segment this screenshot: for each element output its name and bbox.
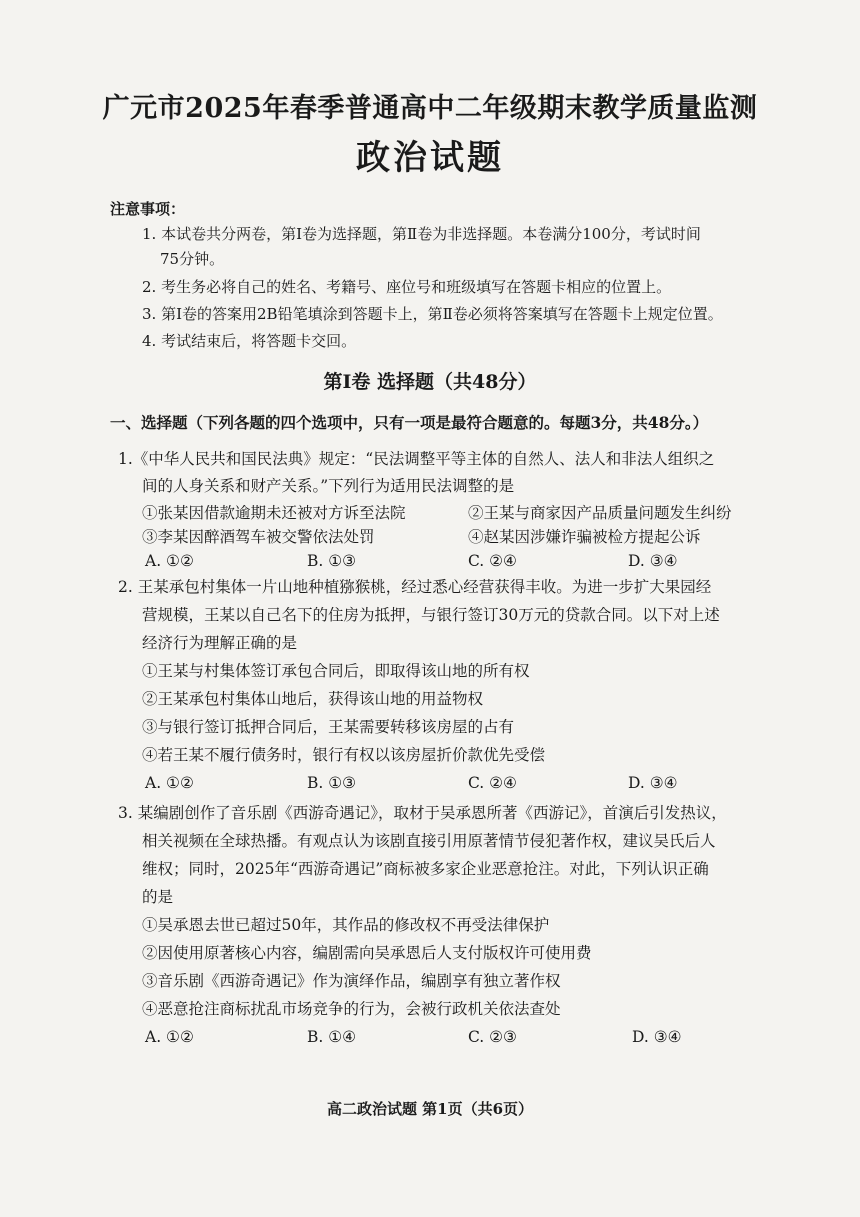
q1-statement-4: ④赵某因涉嫌诈骗被检方提起公诉 xyxy=(468,528,701,546)
notice-item-2: 2. 考生务必将自己的姓名、考籍号、座位号和班级填写在答题卡相应的位置上。 xyxy=(142,278,672,296)
page-footer: 高二政治试题 第1页（共6页） xyxy=(326,1100,534,1118)
q2-statement-4: ④若王某不履行债务时，银行有权以该房屋折价款优先受偿 xyxy=(142,746,546,764)
q2-statement-2: ②王某承包村集体山地后，获得该山地的用益物权 xyxy=(142,690,484,708)
part-heading: 一、选择题（下列各题的四个选项中，只有一项是最符合题意的。每题3分，共48分。） xyxy=(110,413,709,432)
q1-option-c: C. ②④ xyxy=(468,552,517,570)
q1-stem-line-1: 1.《中华人民共和国民法典》规定：“民法调整平等主体的自然人、法人和非法人组织之 xyxy=(118,450,715,468)
notice-heading: 注意事项： xyxy=(110,200,186,218)
q3-stem-line-1: 3. 某编剧创作了音乐剧《西游奇遇记》，取材于吴承恩所著《西游记》，首演后引发热议， xyxy=(118,804,727,822)
q3-stem-line-4: 的是 xyxy=(142,888,174,906)
q2-option-a: A. ①② xyxy=(145,774,194,792)
q2-stem-line-1: 2. 王某承包村集体一片山地种植猕猴桃，经过悉心经营获得丰收。为进一步扩大果园经 xyxy=(118,578,712,596)
q1-option-d: D. ③④ xyxy=(628,552,678,570)
notice-item-3: 3. 第Ⅰ卷的答案用2B铅笔填涂到答题卡上，第Ⅱ卷必须将答案填写在答题卡上规定位置。 xyxy=(142,305,723,323)
q3-statement-2: ②因使用原著核心内容，编剧需向吴承恩后人支付版权许可使用费 xyxy=(142,944,592,962)
q1-statement-3: ③李某因醉酒驾车被交警依法处罚 xyxy=(142,528,375,546)
q2-statement-3: ③与银行签订抵押合同后，王某需要转移该房屋的占有 xyxy=(142,718,515,736)
q3-statement-4: ④恶意抢注商标扰乱市场竞争的行为，会被行政机关依法查处 xyxy=(142,1000,561,1018)
notice-item-1-cont: 75分钟。 xyxy=(160,250,225,268)
q1-statement-2: ②王某与商家因产品质量问题发生纠纷 xyxy=(468,504,732,522)
q1-option-b: B. ①③ xyxy=(307,552,357,570)
q1-statement-1: ①张某因借款逾期未还被对方诉至法院 xyxy=(142,504,406,522)
section-title: 第Ⅰ卷 选择题（共48分） xyxy=(323,371,537,393)
q1-option-a: A. ①② xyxy=(145,552,194,570)
q3-option-c: C. ②③ xyxy=(468,1028,517,1046)
q1-stem-line-2: 间的人身关系和财产关系。”下列行为适用民法调整的是 xyxy=(142,477,515,495)
q3-statement-3: ③音乐剧《西游奇遇记》作为演绎作品，编剧享有独立著作权 xyxy=(142,972,561,990)
exam-title: 广元市2025年春季普通高中二年级期末教学质量监测 xyxy=(102,93,758,124)
q3-option-b: B. ①④ xyxy=(307,1028,357,1046)
subject-title: 政治试题 xyxy=(356,138,504,178)
q3-statement-1: ①吴承恩去世已超过50年，其作品的修改权不再受法律保护 xyxy=(142,916,550,934)
q2-stem-line-2: 营规模，王某以自己名下的住房为抵押，与银行签订30万元的贷款合同。以下对上述 xyxy=(142,606,720,624)
q3-option-a: A. ①② xyxy=(145,1028,194,1046)
q3-option-d: D. ③④ xyxy=(632,1028,682,1046)
q2-stem-line-3: 经济行为理解正确的是 xyxy=(142,634,298,652)
notice-item-4: 4. 考试结束后，将答题卡交回。 xyxy=(142,332,357,350)
notice-item-1: 1. 本试卷共分两卷，第Ⅰ卷为选择题，第Ⅱ卷为非选择题。本卷满分100分，考试时间 xyxy=(142,225,701,243)
q2-option-c: C. ②④ xyxy=(468,774,517,792)
q2-statement-1: ①王某与村集体签订承包合同后，即取得该山地的所有权 xyxy=(142,662,530,680)
q3-stem-line-3: 维权；同时，2025年“西游奇遇记”商标被多家企业恶意抢注。对此，下列认识正确 xyxy=(142,860,709,878)
q3-stem-line-2: 相关视频在全球热播。有观点认为该剧直接引用原著情节侵犯著作权，建议吴氏后人 xyxy=(142,832,716,850)
q2-option-b: B. ①③ xyxy=(307,774,357,792)
q2-option-d: D. ③④ xyxy=(628,774,678,792)
